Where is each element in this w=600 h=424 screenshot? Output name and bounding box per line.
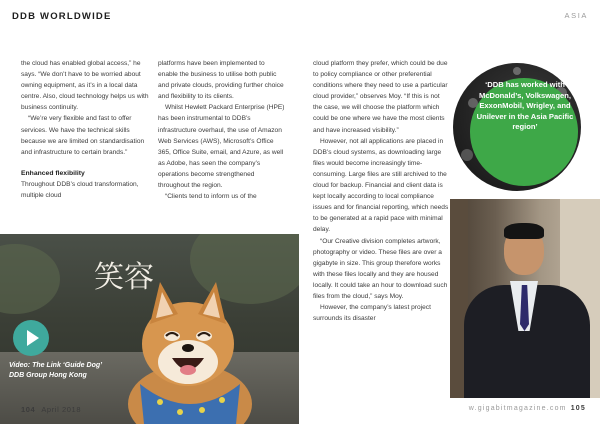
paragraph: “We’re very flexible and fast to offer services. We have the technical skills because we are limited on standardisation and infrastructure to certain brands.” bbox=[21, 115, 145, 156]
caption-line: DDB Group Hong Kong bbox=[9, 372, 87, 379]
pull-quote: ‘DDB has worked with McDonald’s, Volkswagen, ExxonMobil, Wrigley, and Unilever in the Asia Pacific region’ bbox=[476, 80, 574, 131]
paragraph: Whilst Hewlett Packard Enterprise (HPE) has been instrumental to DDB’s infrastructure overhaul, the use of Amazon Web Services (AWS), Microsoft’s Office 365, Office Suite, email, and Azure, as well as Adobe, has seen the company’s operations become strengthened throughout the region. bbox=[158, 104, 285, 190]
chinese-title-text: 笑容 bbox=[94, 260, 154, 295]
footer-right bbox=[469, 405, 586, 412]
page-number-left: 104 bbox=[21, 405, 36, 414]
video-caption bbox=[9, 361, 102, 381]
portrait-photo bbox=[450, 199, 600, 398]
paragraph: “Clients tend to inform us of the bbox=[165, 193, 257, 201]
paragraph: Throughout DDB’s cloud transformation, multiple cloud bbox=[21, 180, 139, 199]
article-column-3 bbox=[313, 58, 450, 324]
subheading: Enhanced flexibility bbox=[21, 169, 85, 177]
paragraph: the cloud has enabled global access,” he says. “We don’t have to be worried about owning equipment, as it’s in a local data centre. Also, cloud technology helps us with business continuity. bbox=[21, 60, 149, 112]
section-title: DDB WORLDWIDE bbox=[12, 11, 112, 22]
page-number-right: 105 bbox=[570, 405, 586, 412]
caption-line: Video: The Link ‘Guide Dog’ bbox=[9, 362, 103, 369]
footer-left bbox=[21, 405, 81, 414]
play-icon[interactable] bbox=[13, 320, 49, 356]
paragraph: However, not all applications are placed in DDB’s cloud systems, as downloading large files would become increasingly time-consuming. Large files are still archived to the cloud for backup. Financial and client data is kept locally according to local compliance issues and for financial reporting, which needs to be generated at a rapid pace with minimal delay. bbox=[313, 137, 449, 234]
paragraph: cloud platform they prefer, which could be due to policy compliance or other preferential conditions where they need to use a particular cloud provider,” observes Moy. “If this is not the case, we will choose the platform which could be one where we have the most clients and have increased visibility.” bbox=[313, 60, 448, 134]
region-label: ASIA bbox=[564, 11, 588, 20]
website-url[interactable]: w.gigabitmagazine.com bbox=[468, 405, 567, 412]
issue-date: April 2018 bbox=[41, 405, 82, 414]
video-thumbnail[interactable] bbox=[0, 234, 299, 424]
paragraph: “Our Creative division completes artwork, photography or video. These files are over a gigabyte in size. This group therefore works with these files locally and they are housed locally. It could take an hour to download such files from the cloud,” says Moy. bbox=[313, 237, 448, 300]
paragraph: However, the company’s latest project surrounds its disaster bbox=[313, 304, 431, 323]
article-column-1 bbox=[21, 58, 149, 201]
article-column-2 bbox=[158, 58, 286, 202]
person-hair bbox=[504, 223, 544, 239]
paragraph: platforms have been implemented to enable the business to utilise both public and private clouds, providing further choice and flexibility to its clients. bbox=[158, 60, 284, 101]
